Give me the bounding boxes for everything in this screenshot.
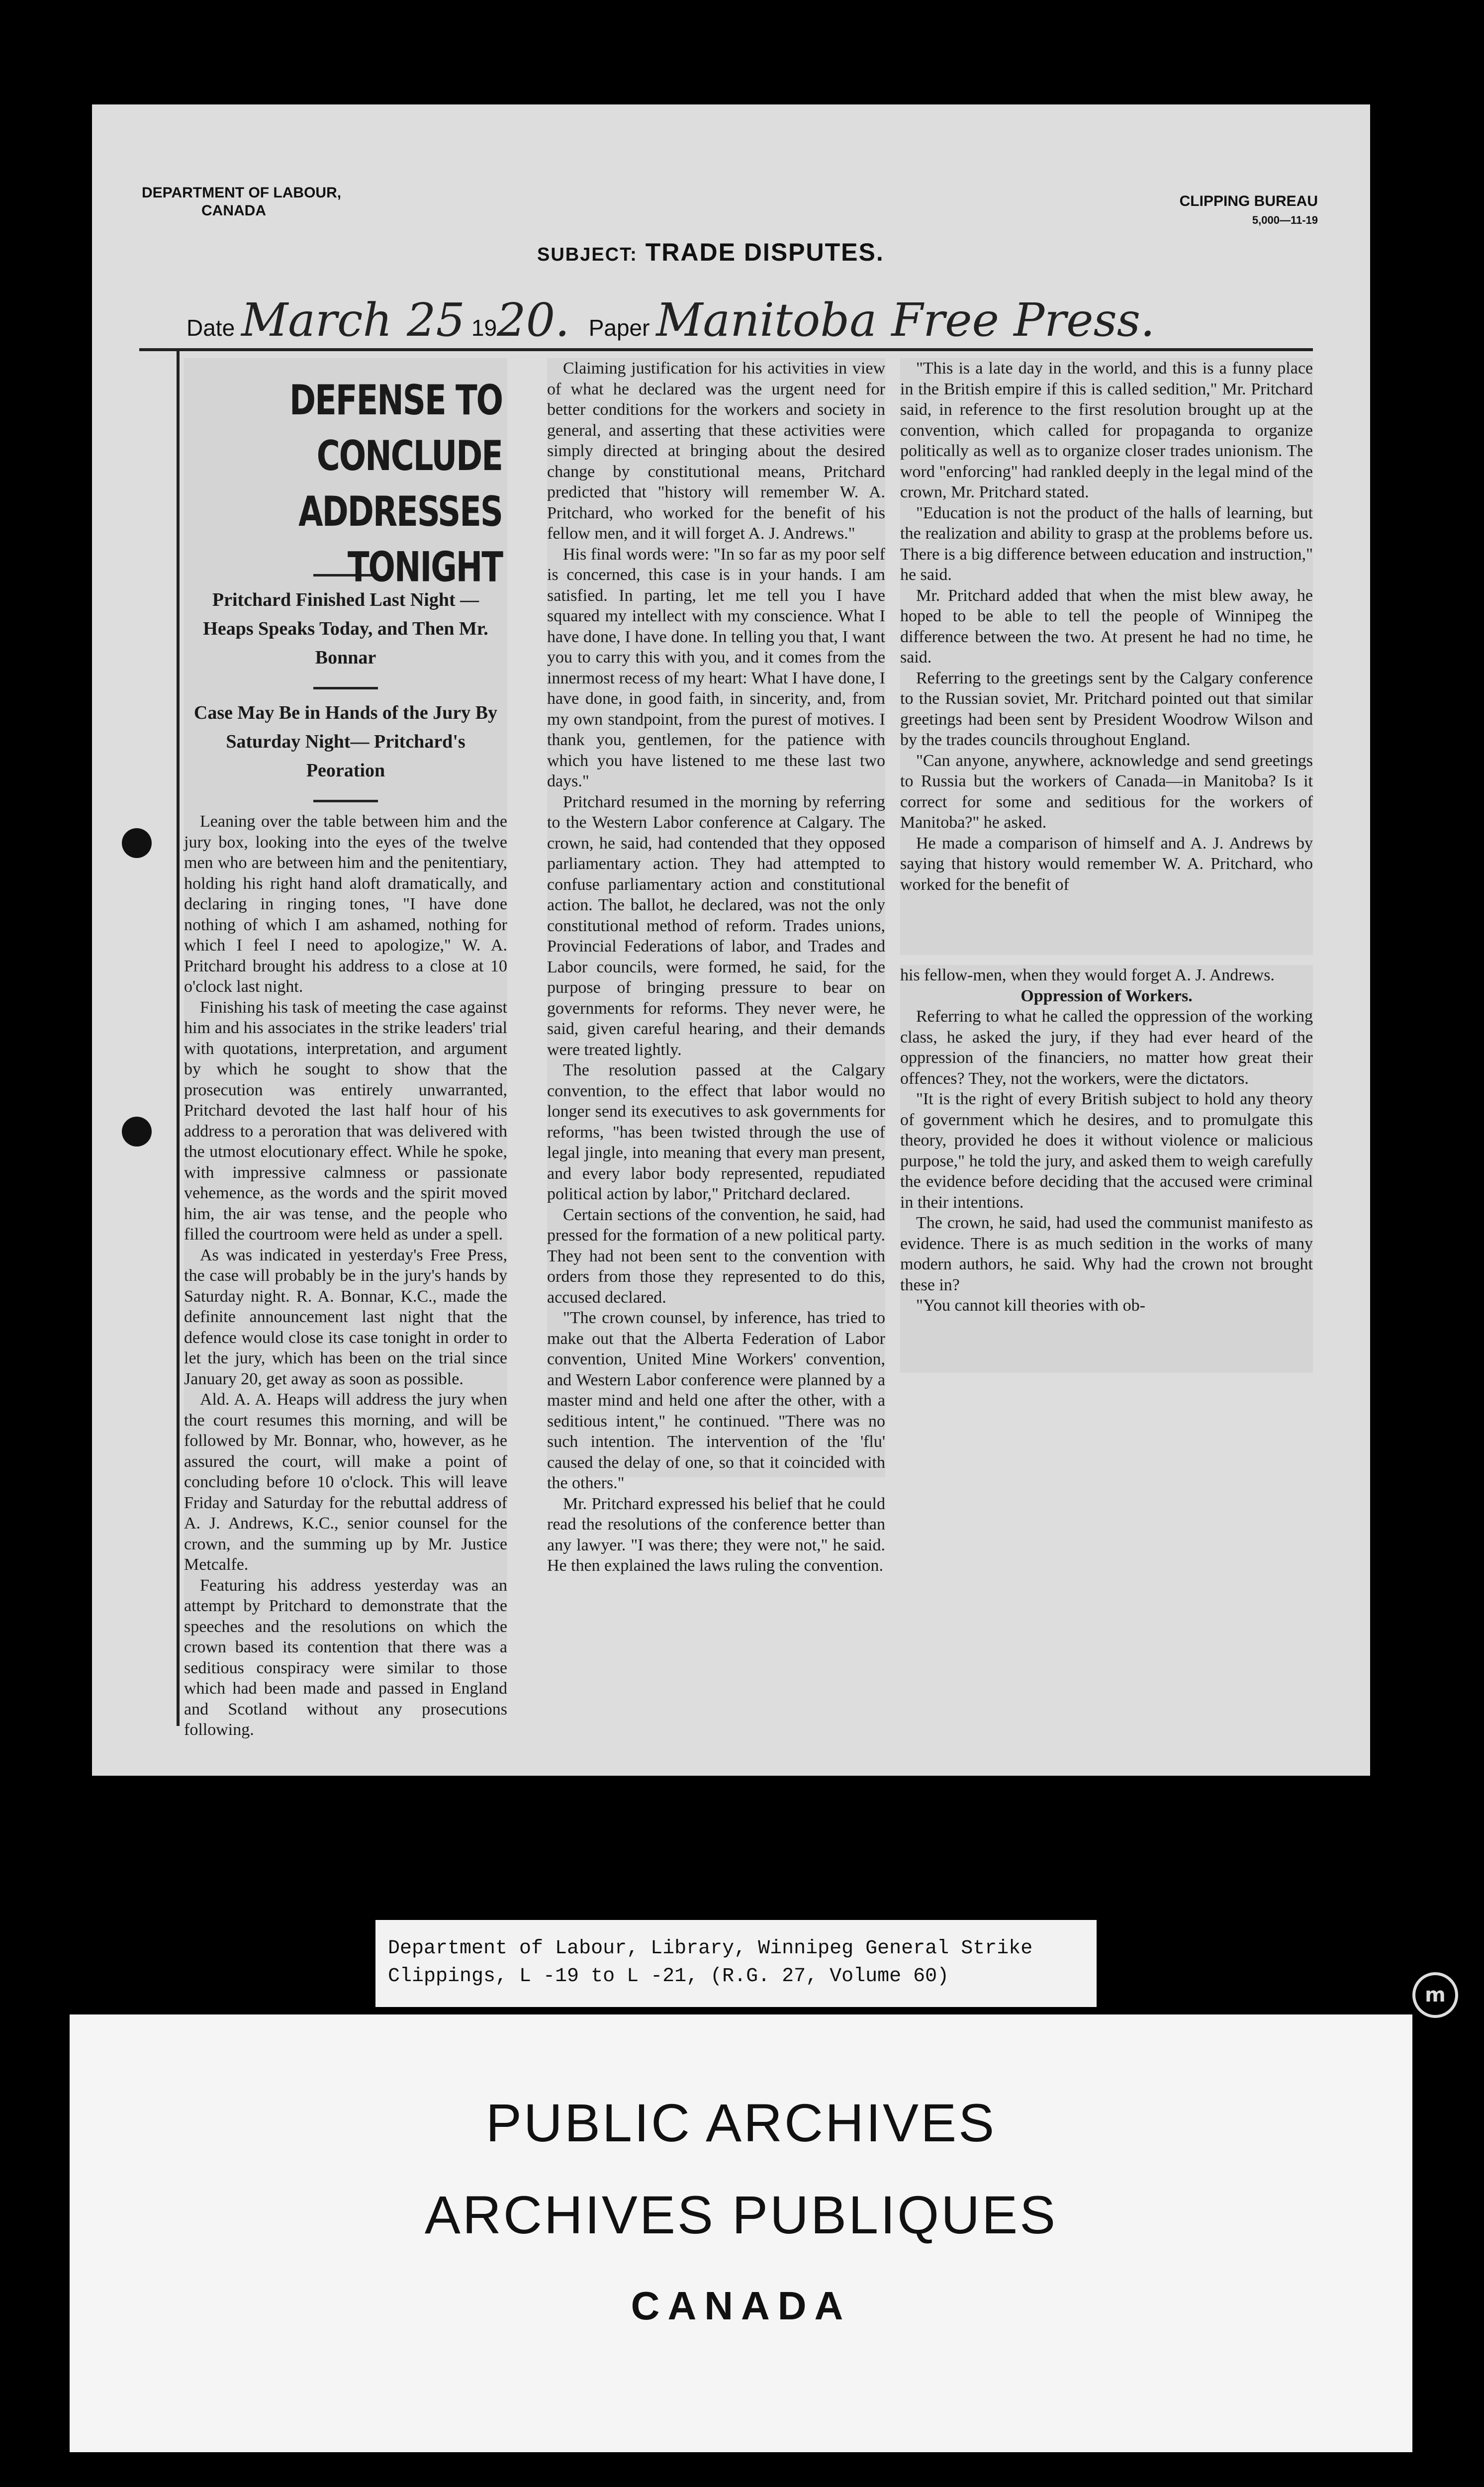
paragraph: "Education is not the product of the halls of learning, but the realization and ability to grasp at the problems before us. There is a big difference between education and instruction," he said. bbox=[900, 503, 1313, 584]
paragraph: He made a comparison of himself and A. J. Andrews by saying that history would remember W. A. Pritchard, who worked for the benefit of bbox=[900, 834, 1313, 894]
department-header bbox=[142, 184, 341, 220]
paragraph: Pritchard resumed in the morning by referring to the Western Labor conference at Calgary. The crown, he said, had contended that they opposed parliamentary action. They had attempted to confuse parliamentary action and constitutional action. The ballot, he declared, was not the only constitutional method of reform. Trades unions, Provincial Federations of labor, and Trades and Labor councils, were formed, he said, for the purpose of bringing pressure to bear on governments for reforms. They never were, he said, given careful hearing, and their demands were treated lightly. bbox=[547, 792, 885, 1059]
paragraph: As was indicated in yesterday's Free Press, the case will probably be in the jury's hands by Saturday night. R. A. Bonnar, K.C., made the definite announcement last night that the defence would close its case tonight in order to let the jury, which has been on the trial since January 20, get away as soon as possible. bbox=[184, 1245, 507, 1388]
article-column-3-continued bbox=[900, 965, 1313, 1373]
reference-line-1: Department of Labour, Library, Winnipeg General Strike bbox=[388, 1937, 1033, 1960]
archive-line-french: ARCHIVES PUBLIQUES bbox=[424, 2185, 1058, 2245]
paragraph: "The crown counsel, by inference, has tried to make out that the Alberta Federation of Labor convention, United Mine Workers' convention, and Western Labor conference were planned by a master mind and held one after the other, with a seditious intent," he continued. "There was no such intention. The intervention of the 'flu' caused the delay of one, so that it coincided with the others." bbox=[547, 1309, 885, 1492]
date-paper-line bbox=[186, 293, 1155, 347]
paragraph: Referring to what he called the oppression of the working class, he asked the jury, if they had ever heard of the oppression of the financiers, no matter how great their offences? They, not the workers, were the dictators. bbox=[900, 1007, 1313, 1088]
article-body-1 bbox=[184, 811, 507, 1740]
paragraph: Certain sections of the convention, he said, had pressed for the formation of a new political party. They had not been sent to the convention with orders from those they represented to do this, accused declared. bbox=[547, 1205, 885, 1307]
microfilm-logo-icon: m bbox=[1412, 1972, 1458, 2018]
paragraph: Claiming justification for his activities in view of what he declared was the urgent need for better conditions for the workers and society in general, and asserting that these activities were simply directed at bringing about the desired change by constitutional means, Pritchard predicted that "history will remember W. A. Pritchard, who worked for the benefit of his fellow men, and it will forget A. J. Andrews." bbox=[547, 359, 885, 543]
deck-separator bbox=[313, 687, 378, 689]
article-column-1 bbox=[184, 358, 507, 1739]
margin-rule bbox=[177, 348, 180, 1726]
paragraph: His final words were: "In so far as my poor self is concerned, this case is in your hands. I am satisfied. In parting, let me tell you I have squared my intellect with my conscience. What I have done, I have done. In telling you that, I want you to carry this with you, and it comes from the innermost recess of my heart: What I have done, I have done, in good faith, in sincerity, and, from my own standpoint, from the purest of motives. I thank you, gentlemen, for the patience with which you have listened to me these last two days." bbox=[547, 545, 885, 790]
bureau-header bbox=[1164, 193, 1318, 227]
subject-line bbox=[537, 238, 884, 267]
archive-line-english: PUBLIC ARCHIVES bbox=[485, 2093, 997, 2153]
archive-line-country: CANADA bbox=[631, 2284, 851, 2328]
paragraph: Referring to the greetings sent by the Calgary conference to the Russian soviet, Mr. Pritchard pointed out that similar greetings had been sent by President Woodrow Wilson and by the trades councils throughout England. bbox=[900, 669, 1313, 749]
paragraph: Ald. A. A. Heaps will address the jury when the court resumes this morning, and will be followed by Mr. Bonnar, who, however, as he assured the court, will make a point of concluding before 10 o'clock. This will leave Friday and Saturday for the rebuttal address of A. J. Andrews, K.C., senior counsel for the crown, and the summing up by Mr. Justice Metcalfe. bbox=[184, 1390, 507, 1574]
subject-label: SUBJECT: bbox=[537, 244, 638, 265]
article-column-2 bbox=[547, 358, 885, 1575]
section-subhead: Oppression of Workers. bbox=[1020, 986, 1193, 1005]
reference-line-2: Clippings, L -19 to L -21, (R.G. 27, Volume 60) bbox=[388, 1965, 949, 1988]
article-deck-1: Pritchard Finished Last Night —Heaps Speaks Today, and Then Mr. Bonnar bbox=[203, 589, 488, 668]
paragraph: "This is a late day in the world, and this is a funny place in the British empire if this is called sedition," Mr. Pritchard said, in reference to the first resolution brought up at the convention, which called for propaganda to organize politically as well as to organize closer trades unionism. The word "enforcing" had rankled deeply in the legal mind of the crown, Mr. Pritchard stated. bbox=[900, 359, 1313, 501]
date-year-handwritten: 20. bbox=[497, 293, 570, 347]
article-column-3 bbox=[900, 358, 1313, 955]
department-name: DEPARTMENT OF LABOUR, bbox=[142, 185, 342, 201]
archive-reference-card bbox=[375, 1920, 1097, 2007]
punch-hole bbox=[122, 1117, 152, 1147]
paragraph: The resolution passed at the Calgary convention, to the effect that labor would no longer send its executives to ask governments for reforms, "has been twisted through the use of legal jingle, into meaning that every man present, and every labor body represented, repudiated political action by labor," Pritchard declared. bbox=[547, 1061, 885, 1203]
deck-separator bbox=[313, 800, 378, 802]
punch-hole bbox=[122, 828, 152, 858]
article-deck-2: Case May Be in Hands of the Jury By Saturday Night— Pritchard's Peoration bbox=[193, 702, 498, 781]
paragraph: Finishing his task of meeting the case against him and his associates in the strike leaders' trial with quotations, interpretation, and argument by which he sought to show that the prosecution was entirely unwarranted, Pritchard devoted the last half hour of his address to a peroration that was delivered with the utmost elocutionary effect. While he spoke, with impressive calmness or passionate vehemence, as the words and the spirit moved him, the air was tense, and the people who filled the courtroom were held as under a spell. bbox=[184, 998, 507, 1244]
paper-label: Paper bbox=[588, 315, 650, 341]
department-country: CANADA bbox=[201, 202, 266, 219]
paragraph: Mr. Pritchard added that when the mist blew away, he hoped to be able to tell the people of Winnipeg the difference between the two. At present he had no time, he said. bbox=[900, 586, 1313, 667]
archive-stamp-card bbox=[70, 2014, 1412, 2452]
paragraph: Leaning over the table between him and the jury box, looking into the eyes of the twelve men who are between him and the penitentiary, holding his right hand aloft dramatically, and declaring in ringing tones, "I have done nothing of which I am ashamed, nothing for which I feel I need to apologize," W. A. Pritchard brought his address to a close at 10 o'clock last night. bbox=[184, 812, 507, 996]
bureau-name: CLIPPING BUREAU bbox=[1179, 193, 1318, 209]
date-handwritten: March 25 bbox=[241, 293, 465, 347]
paragraph: Mr. Pritchard expressed his belief that he could read the resolutions of the conference better than any lawyer. "I was there; they were not," he said. He then explained the laws ruling the convention. bbox=[547, 1494, 885, 1575]
header-rule bbox=[139, 348, 1313, 351]
article-headline: DEFENSE TO CONCLUDE ADDRESSES TONIGHT bbox=[289, 377, 502, 592]
paper-handwritten: Manitoba Free Press. bbox=[656, 293, 1155, 347]
paragraph: "You cannot kill theories with ob- bbox=[916, 1296, 1145, 1315]
paragraph: Featuring his address yesterday was an attempt by Pritchard to demonstrate that the speeches and the resolutions on which the crown based its contention that there was a seditious conspiracy were similar to those which had been made and passed in England and Scotland without any prosecutions following. bbox=[184, 1576, 507, 1739]
date-year-printed: 19 bbox=[471, 315, 497, 341]
paragraph: "Can anyone, anywhere, acknowledge and send greetings to Russia but the workers of Canada—in Manitoba? Is it correct for some and seditious for the workers of Manitoba?" he asked. bbox=[900, 751, 1313, 832]
form-number: 5,000—11-19 bbox=[1252, 214, 1318, 226]
date-label: Date bbox=[186, 315, 235, 341]
paragraph: "It is the right of every British subject to hold any theory of government which he desires, and to promulgate this theory, provided he does it without violence or malicious purpose," he told the jury, and asked them to weigh carefully the evidence before deciding that the accused were criminal in their intentions. bbox=[900, 1090, 1313, 1212]
paragraph: his fellow-men, when they would forget A. J. Andrews. bbox=[900, 966, 1275, 984]
paragraph: The crown, he said, had used the communist manifesto as evidence. There is as much sedition in the works of many modern authors, he said. Why had the crown not brought these in? bbox=[900, 1214, 1313, 1294]
subject-value: TRADE DISPUTES. bbox=[645, 238, 884, 266]
